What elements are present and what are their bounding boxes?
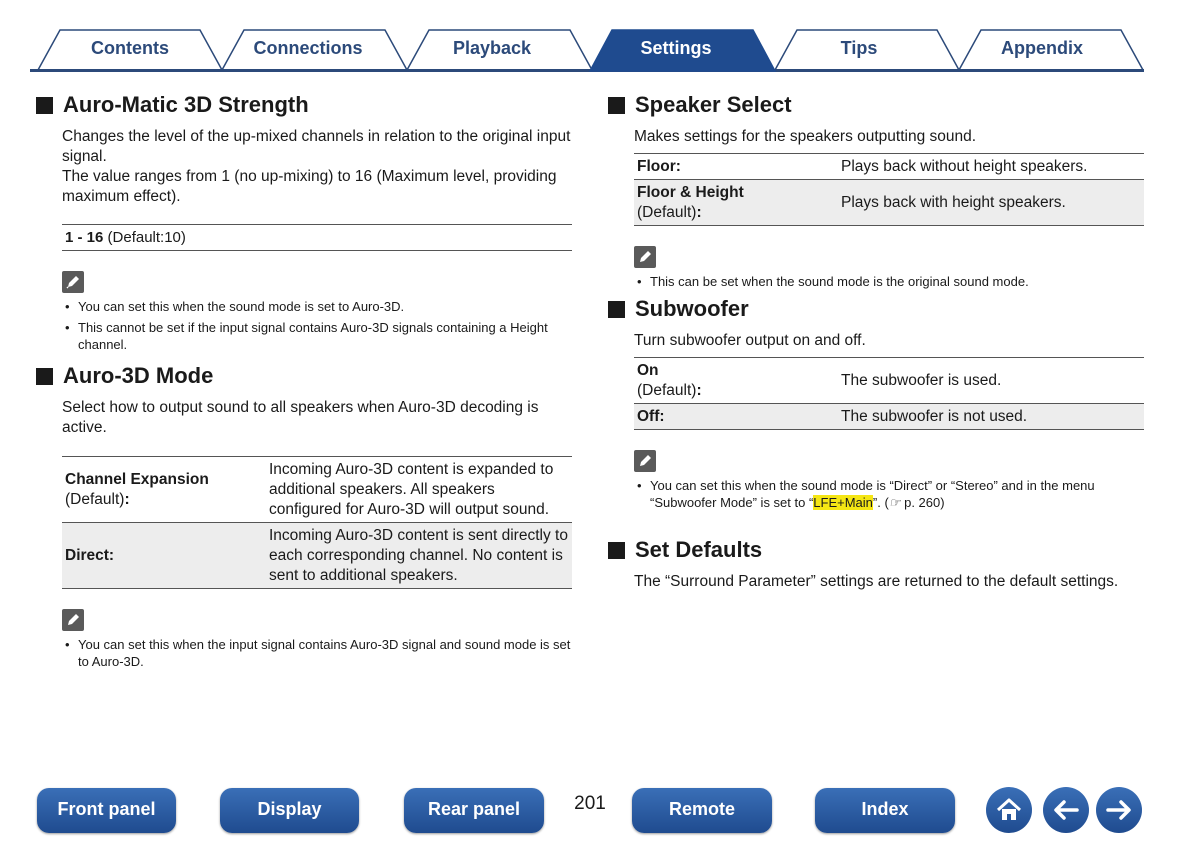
option-value: Plays back with height speakers. [838,180,1144,226]
option-key: Direct: [62,523,266,589]
section-heading [608,90,1144,120]
option-value: Incoming Auro-3D content is sent directly to each corresponding channel. No content is sent to additional speakers. [266,523,572,589]
back-button[interactable] [1043,787,1089,833]
speaker-select-title: Speaker Select [635,92,792,117]
subwoofer-table [634,357,1144,430]
speaker-select-table [634,153,1144,226]
option-key: Off: [634,404,838,430]
index-button[interactable]: Index [815,788,955,833]
option-key: Floor & Height (Default): [634,180,838,226]
option-key: On (Default): [634,358,838,404]
tab-bar [0,0,1199,80]
note-item: • This cannot be set if the input signal contains Auro-3D signals containing a Height channel. [62,319,572,353]
subwoofer-desc: Turn subwoofer output on and off. [634,332,866,349]
tab-settings[interactable]: Settings [640,38,712,58]
table-row [62,523,572,589]
section-heading [608,535,1144,565]
set-defaults-title: Set Defaults [635,537,763,562]
auro-matic-desc2: The value ranges from 1 (no up-mixing) to 16 (Maximum level, providing maximum effect). [62,168,557,205]
table-row [634,404,1144,430]
tab-playback[interactable]: Playback [452,38,532,58]
subwoofer-notes [634,477,1144,511]
forward-button[interactable] [1096,787,1142,833]
highlighted-link[interactable]: LFE+Main [813,495,873,510]
note-item: • You can set this when the sound mode is set to Auro-3D. [62,298,572,315]
note-item: • This can be set when the sound mode is the original sound mode. [634,273,1144,290]
subwoofer-title: Subwoofer [635,296,749,321]
page-ref-icon: ☞ [888,495,901,510]
speaker-select-notes [634,273,1144,290]
section-heading [36,90,572,120]
display-button[interactable]: Display [220,788,359,833]
page-ref-link[interactable]: p. 260) [904,495,945,510]
left-column [36,90,572,674]
table-row [634,154,1144,180]
remote-button[interactable]: Remote [632,788,772,833]
tab-appendix[interactable]: Appendix [1000,38,1083,58]
auro-matic-desc1: Changes the level of the up-mixed channels in relation to the original input signal. [62,128,571,165]
back-arrow-icon [1050,795,1082,825]
auro-matic-title: Auro-Matic 3D Strength [63,92,309,117]
page-number: 201 [574,793,606,814]
auro-3d-mode-notes [62,636,572,670]
tab-tips[interactable]: Tips [840,38,878,58]
auro-3d-mode-title: Auro-3D Mode [63,363,214,388]
home-icon [994,795,1024,825]
auro-3d-mode-table [62,456,572,589]
note-item: • You can set this when the sound mode is “Direct” or “Stereo” and in the menu “Subwoofer Mode” is set to “LFE+Main”. (☞ p. 260) [634,477,1144,511]
front-panel-button[interactable]: Front panel [37,788,176,833]
option-key: Floor: [634,154,838,180]
option-key: Channel Expansion (Default): [62,457,266,523]
heading-square-icon [608,97,625,114]
value-range: 1 - 16 [65,229,104,246]
heading-square-icon [36,368,53,385]
set-defaults-desc: The “Surround Parameter” settings are returned to the default settings. [634,573,1119,590]
tab-contents[interactable]: Contents [91,38,169,58]
option-value: Incoming Auro-3D content is expanded to additional speakers. All speakers configured for Auro-3D will output sound. [266,457,572,523]
tab-baseline [30,69,1144,72]
forward-arrow-icon [1103,795,1135,825]
right-column [608,90,1144,592]
section-heading [36,361,572,391]
table-row [634,358,1144,404]
pencil-note-icon [62,271,84,293]
pencil-note-icon [62,609,84,631]
option-value: Plays back without height speakers. [838,154,1144,180]
heading-square-icon [608,542,625,559]
table-row [62,457,572,523]
table-row [634,180,1144,226]
option-value: The subwoofer is used. [838,358,1144,404]
section-heading [608,294,1144,324]
pencil-note-icon [634,246,656,268]
auro-matic-notes [62,298,572,353]
note-item: • You can set this when the input signal contains Auro-3D signal and sound mode is set to Auro-3D. [62,636,572,670]
heading-square-icon [608,301,625,318]
home-button[interactable] [986,787,1032,833]
auro-3d-mode-desc: Select how to output sound to all speakers when Auro-3D decoding is active. [62,399,539,436]
pencil-note-icon [634,450,656,472]
rear-panel-button[interactable]: Rear panel [404,788,544,833]
value-default: (Default:10) [103,229,186,246]
heading-square-icon [36,97,53,114]
option-value: The subwoofer is not used. [838,404,1144,430]
tab-connections[interactable]: Connections [253,38,363,58]
speaker-select-desc: Makes settings for the speakers outputting sound. [634,128,977,145]
auro-matic-value-row [62,224,572,251]
